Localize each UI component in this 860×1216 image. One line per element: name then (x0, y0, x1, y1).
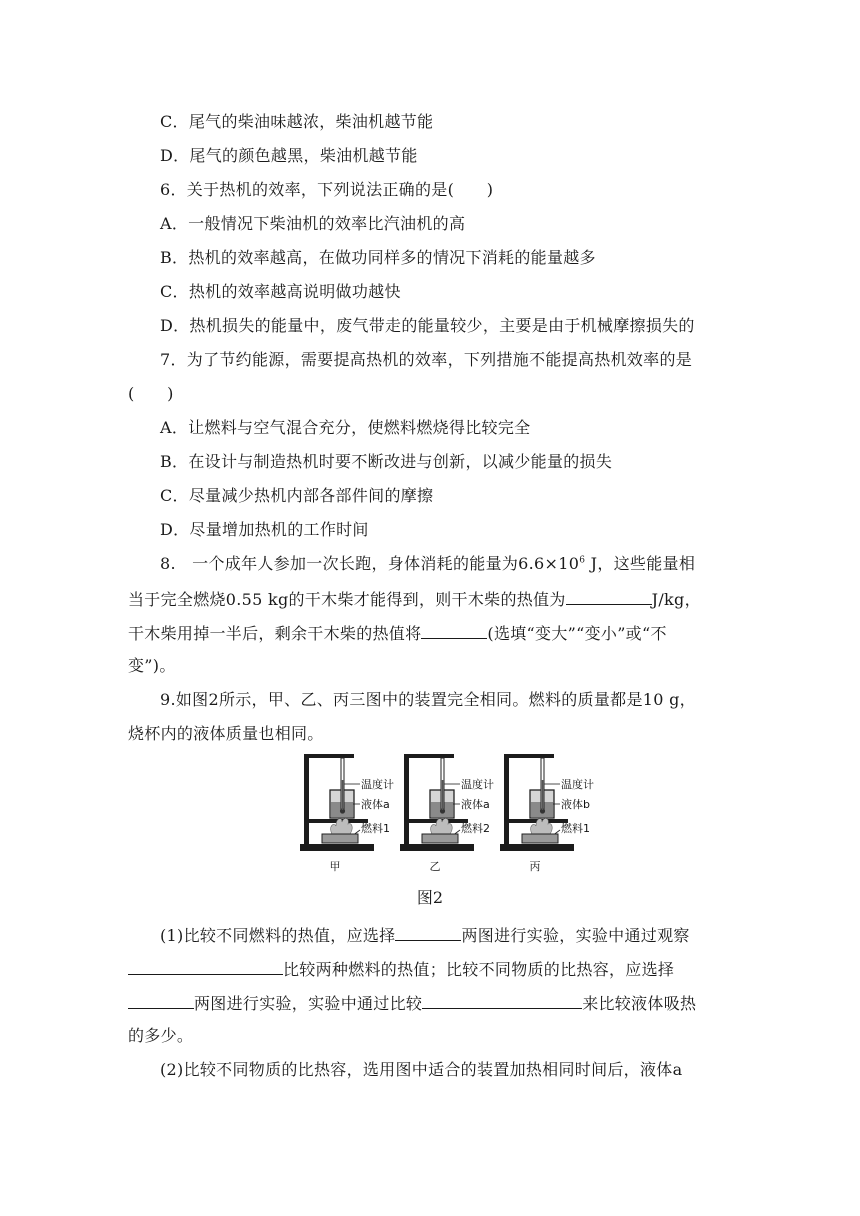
q8-text-3: 当于完全燃烧0.55 kg的干木柴才能得到，则干木柴的热值为 (128, 590, 566, 609)
option-b-q7: B．在设计与制造热机时要不断改进与创新，以减少能量的损失 (160, 452, 613, 471)
option-c-q6: C．热机的效率越高说明做功越快 (160, 282, 401, 301)
q8-text-5: 干木柴用掉一半后，剩余干木柴的热值将 (128, 624, 422, 643)
panel-bing-thermometer-label: 温度计 (561, 778, 594, 791)
panel-bing-name: 丙 (529, 860, 541, 873)
answer-blank-heat-value[interactable] (566, 588, 652, 605)
subquestion-1-line-3 (128, 992, 696, 1014)
panel-yi-fuel-label: 燃料2 (461, 822, 490, 835)
apparatus-diagram (298, 752, 594, 878)
question-7-line-2: ( ) (128, 384, 174, 403)
panel-jia (300, 754, 394, 873)
s1-text-1: (1)比较不同燃料的热值，应选择 (160, 926, 396, 945)
panel-jia-fuel-label: 燃料1 (361, 822, 390, 835)
figure-caption: 图2 (416, 888, 444, 907)
panel-jia-thermometer-label: 温度计 (361, 778, 394, 791)
panel-yi-name: 乙 (429, 860, 441, 873)
answer-blank-specific-heat-figures[interactable] (128, 992, 194, 1009)
option-a-q7: A．让燃料与空气混合充分，使燃料燃烧得比较完全 (160, 418, 531, 437)
panel-jia-liquid-label: 液体a (361, 798, 390, 811)
answer-blank-compare[interactable] (422, 992, 582, 1009)
s1-text-2: 两图进行实验，实验中通过观察 (461, 926, 690, 945)
question-8-line-2 (128, 588, 701, 610)
q8-exponent: 6 (579, 555, 586, 566)
s1-text-4: 两图进行实验，实验中通过比较 (194, 994, 423, 1013)
s1-text-5: 来比较液体吸热 (582, 994, 697, 1013)
option-a-q6: A．一般情况下柴油机的效率比汽油机的高 (160, 214, 466, 233)
panel-yi-liquid-label: 液体a (461, 798, 490, 811)
option-d-q5: D．尾气的颜色越黑，柴油机越节能 (160, 146, 418, 165)
question-9-line-2: 烧杯内的液体质量也相同。 (128, 724, 324, 743)
question-7-line-1: 7．为了节约能源，需要提高热机的效率，下列措施不能提高热机效率的是 (160, 350, 693, 369)
q8-text-4: J/kg， (651, 590, 701, 609)
answer-blank-observe[interactable] (128, 958, 283, 975)
subquestion-1-line-1 (160, 924, 690, 946)
s1-text-3: 比较两种燃料的热值；比较不同物质的比热容，应选择 (283, 960, 675, 979)
panel-yi (400, 754, 494, 873)
option-c-q5: C．尾气的柴油味越浓，柴油机越节能 (160, 112, 434, 131)
q8-text-6: (选填“变大”“变小”或“不 (487, 624, 667, 643)
question-6: 6．关于热机的效率，下列说法正确的是( ) (160, 180, 494, 199)
option-d-q6: D．热机损失的能量中，废气带走的能量较少，主要是由于机械摩擦损失的 (160, 316, 695, 335)
question-9-line-1: 9.如图2所示，甲、乙、丙三图中的装置完全相同。燃料的质量都是10 g， (160, 690, 696, 709)
option-d-q7: D．尽量增加热机的工作时间 (160, 520, 369, 539)
subquestion-2-line-1: (2)比较不同物质的比热容，选用图中适合的装置加热相同时间后，液体a (160, 1060, 683, 1079)
panel-yi-thermometer-label: 温度计 (461, 778, 494, 791)
panel-jia-name: 甲 (329, 860, 341, 873)
option-b-q6: B．热机的效率越高，在做功同样多的情况下消耗的能量越多 (160, 248, 596, 267)
panel-bing-fuel-label: 燃料1 (561, 822, 590, 835)
answer-blank-fuel-figures[interactable] (395, 924, 461, 941)
q8-text-1: 8. 一个成年人参加一次长跑，身体消耗的能量为6.6×10 (160, 554, 580, 573)
subquestion-1-line-2 (128, 958, 674, 980)
panel-bing (500, 754, 594, 873)
question-8-line-1 (160, 554, 695, 574)
subquestion-1-line-4: 的多少。 (128, 1026, 194, 1045)
option-c-q7: C．尽量减少热机内部各部件间的摩擦 (160, 486, 434, 505)
question-8-line-4: 变”)。 (128, 656, 176, 675)
answer-blank-heat-value-change[interactable] (421, 622, 487, 639)
experiment-figure (298, 752, 594, 878)
question-8-line-3 (128, 622, 667, 644)
panel-bing-liquid-label: 液体b (561, 798, 590, 811)
q8-text-2: J，这些能量相 (585, 554, 696, 573)
